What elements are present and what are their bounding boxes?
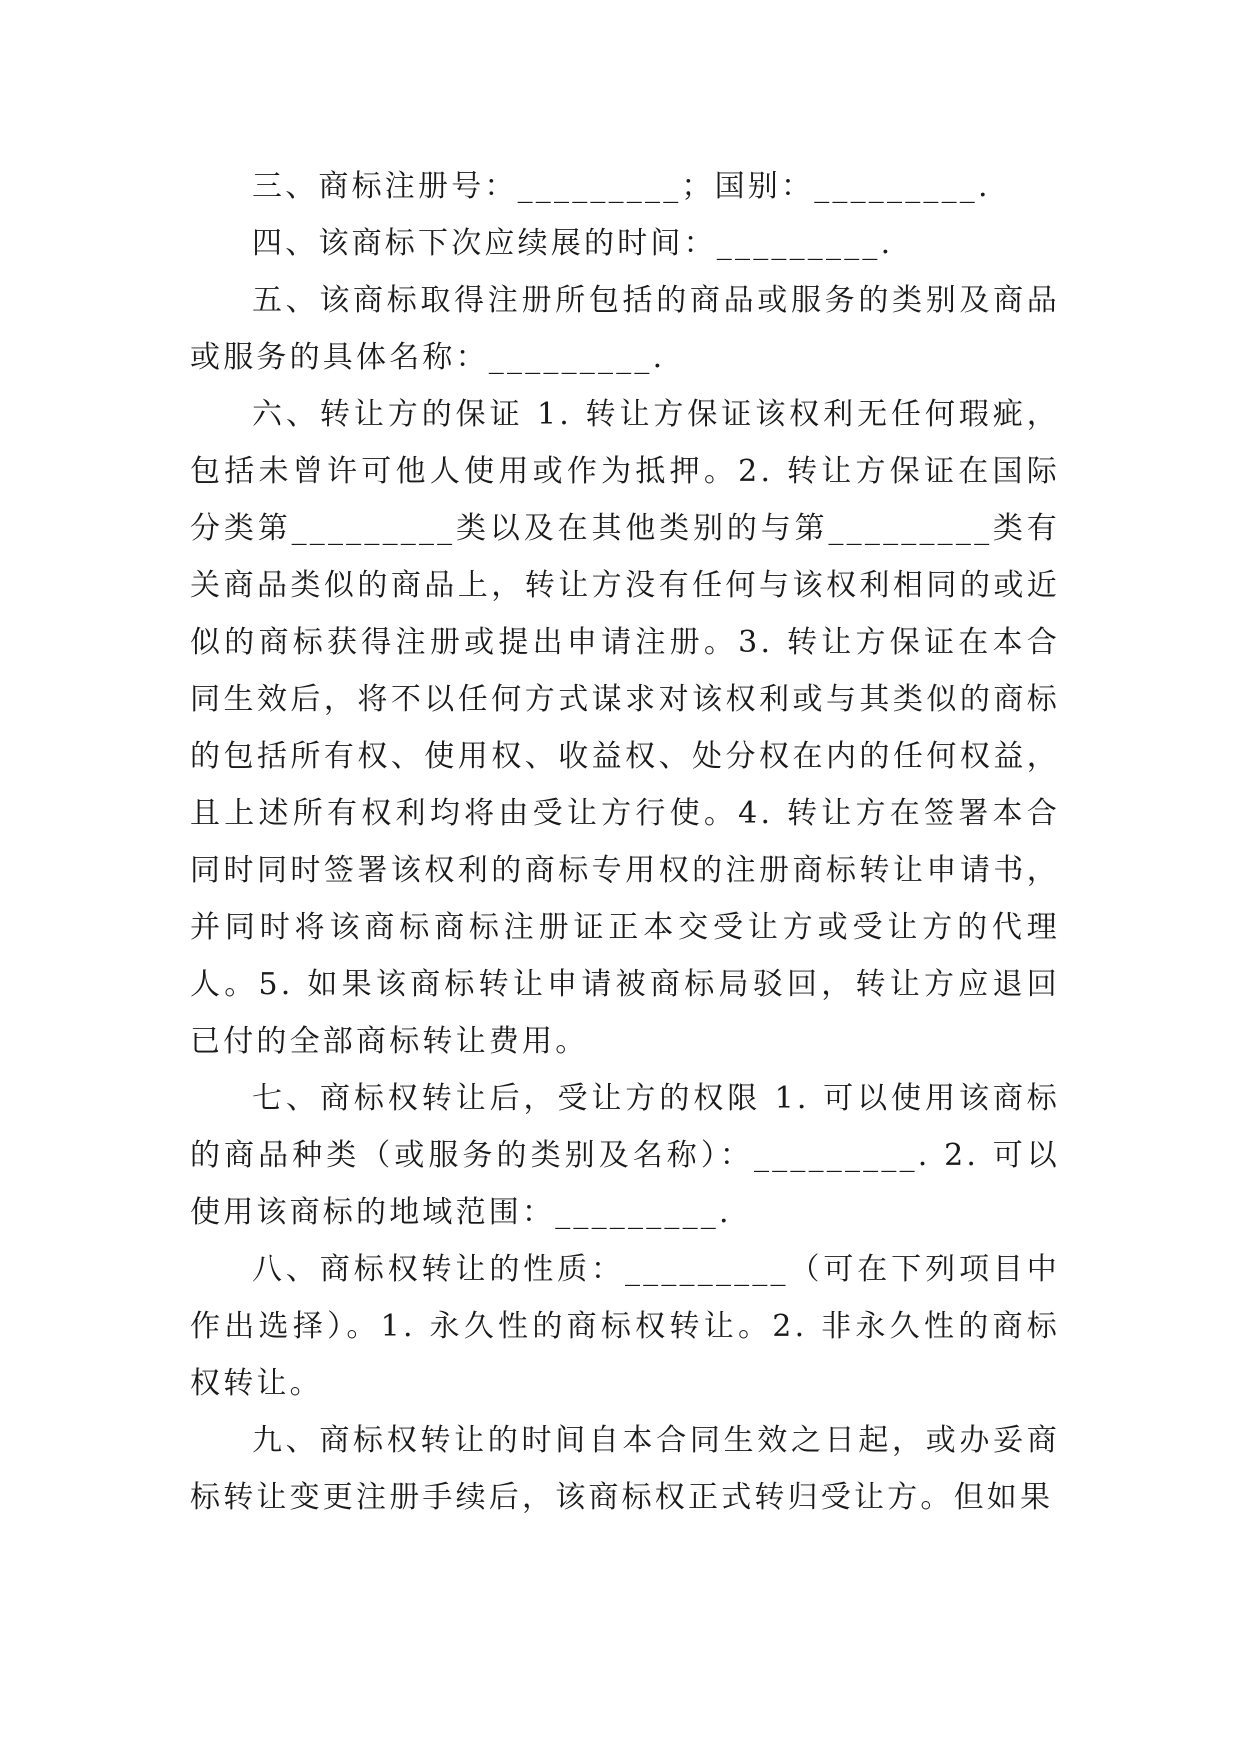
clause-7-transferee-rights: 七、商标权转让后，受让方的权限 1. 可以使用该商标的商品种类（或服务的类别及名称）：_________. 2. 可以使用该商标的地域范围：_________. — [190, 1081, 1060, 1230]
clause-5-goods-services: 五、该商标取得注册所包括的商品或服务的类别及商品或服务的具体名称：_________. — [190, 283, 1060, 375]
clause-9-transfer-time: 九、商标权转让的时间自本合同生效之日起，或办妥商标转让变更注册手续后，该商标权正式转归受让方。但如果 — [190, 1423, 1060, 1515]
clause-3-registration-number: 三、商标注册号：_________；国别：_________. — [252, 169, 991, 204]
clause-8-transfer-nature: 八、商标权转让的性质：_________（可在下列项目中作出选择）。1. 永久性的商标权转让。2. 非永久性的商标权转让。 — [190, 1252, 1060, 1401]
clause-6-transferor-guarantee: 六、转让方的保证 1. 转让方保证该权利无任何瑕疵，包括未曾许可他人使用或作为抵押。2. 转让方保证在国际分类第_________类以及在其他类别的与第_________类有关商品类似的商品上，转让方没有任何与该权利相同的或近似的商标获得注册或提出申请注册。3. 转让方保证在本合同生效后，将不以任何方式谋求对该权利或与其类似的商标的包括所有权、使用权、收益权、处分权在内的任何权益，且上述所有权利均将由受让方行使。4. 转让方在签署本合同时同时签署该权利的商标专用权的注册商标转让申请书，并同时将该商标商标注册证正本交受让方或受让方的代理人。5. 如果该商标转让申请被商标局驳回，转让方应退回已付的全部商标转让费用。 — [190, 397, 1060, 1059]
clause-4-renewal-time: 四、该商标下次应续展的时间：_________. — [252, 226, 894, 261]
document-page — [190, 158, 1060, 1526]
